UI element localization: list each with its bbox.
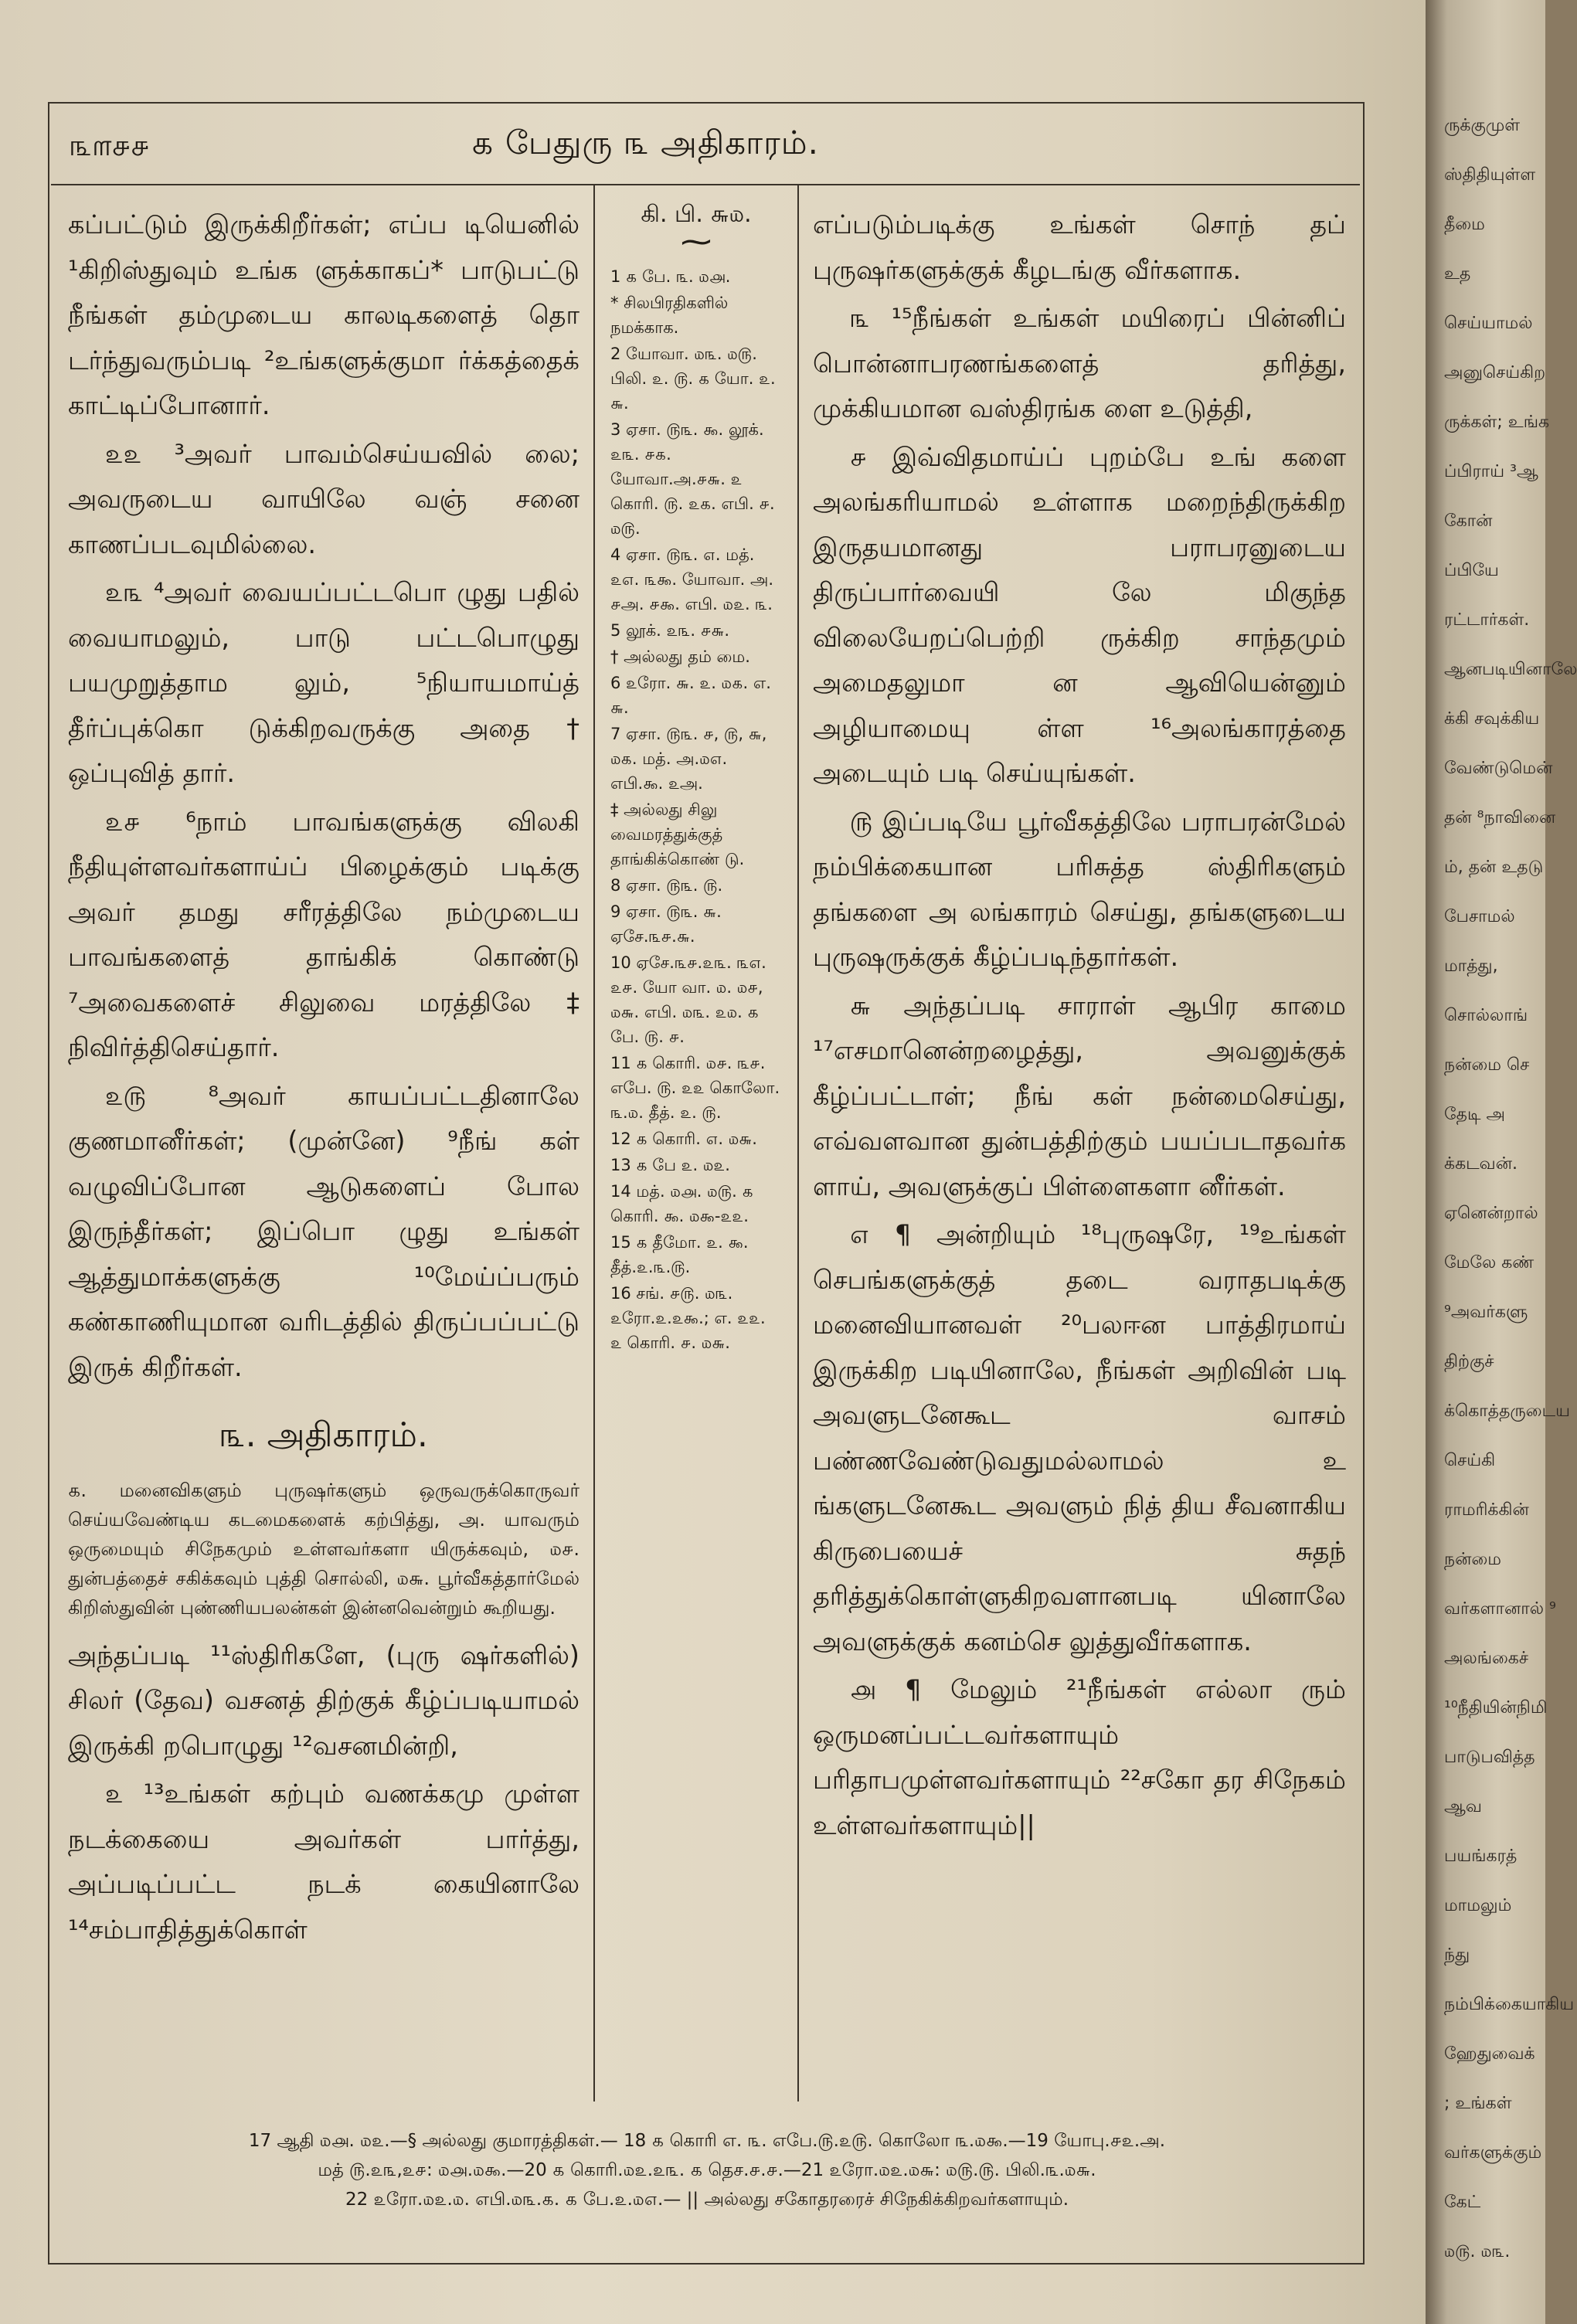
adjacent-page-fragment: தீமை	[1444, 215, 1485, 234]
adjacent-page-fragment: ஆவ	[1444, 1797, 1482, 1816]
verse-paragraph: ௭ ¶ அன்றியும் ¹⁸புருஷரே, ¹⁹உங்கள் செபங்களுக்குத் தடை வராதபடிக்கு மனைவியானவள் ²⁰பலஈன பாத்திரமாய் இருக்கிற படியினாலே, நீங்கள் அறிவின் படி அவளுடனேகூட வாசம் பண்ணவேண்டுவதுமல்லாமல் உ ங்களுடனேகூட அவளும் நித் திய சீவனாகிய கிருபையைச் சுதந் தரித்துக்கொள்ளுகிறவளானபடி யினாலே அவளுக்குக் கனம்செ லுத்துவீர்களாக.	[813, 1219, 1346, 1656]
adjacent-page-fragment: ௰௫. ௰௩.	[1444, 2242, 1511, 2261]
cross-reference-entry: 7 ஏசா. ௫௩. ௪, ௫, ௬, ௰௧. மத். அ.௰௭. எபி.௯. ௨அ.	[610, 725, 767, 793]
verse-paragraph: ௨௫ ⁸அவர் காயப்பட்டதினாலே குணமானீர்கள்; (முன்னே) ⁹நீங் கள் வழுவிப்போன ஆடுகளைப் போல இருந்தீர்கள்; இப்பொ ழுது உங்கள் ஆத்துமாக்களுக்கு ¹⁰மேய்ப்பரும் கண்காணியுமான வரிடத்தில் திருப்பப்பட்டு இருக் கிறீர்கள்.	[68, 1080, 579, 1382]
adjacent-page-fragment: ருக்கள்; உங்க	[1444, 413, 1550, 432]
adjacent-page-fragment: ¹⁰நீதியின்நிமி	[1444, 1698, 1548, 1718]
ornament-swash: ⁓	[681, 224, 712, 260]
adjacent-page-fragment: தன் ⁸நாவினை	[1444, 808, 1556, 827]
adjacent-page-fragment: தேடி அ	[1444, 1105, 1505, 1124]
adjacent-page-fragment: ; உங்கள்	[1444, 2094, 1512, 2113]
verse-paragraph: ௨௩ ⁴அவர் வையப்பட்டபொ ழுது பதில் வையாமலும், பாடு பட்டபொழுது பயமுறுத்தாம லும், ⁵நியாயமாய்த் தீர்ப்புக்கொ டுக்கிறவருக்கு அதை† ஒப்புவித் தார்.	[68, 577, 579, 788]
adjacent-page-fragment: வர்களானால் ⁹	[1444, 1599, 1556, 1619]
adjacent-page-fragment: க்கி சவுக்கிய	[1444, 709, 1540, 729]
adjacent-page-fragment: க்கொத்தருடைய	[1444, 1402, 1571, 1421]
cross-reference-entry: 3 ஏசா. ௫௩. ௯. லூக். ௨௩. ௪௧. யோவா.அ.௪௬. ௨ கொரி. ௫. ௨௧. எபி. ௪. ௰௫.	[610, 420, 775, 538]
cross-reference-entry: 13 ௧ பே ௨. ௰௨.	[610, 1156, 730, 1174]
page-number: ௩௱௪௪	[70, 128, 150, 162]
verse-paragraph: அந்தப்படி ¹¹ஸ்திரிகளே, (புரு ஷர்களில்) சிலர் (தேவ) வசனத் திற்குக் கீழ்ப்படியாமல் இருக்கி றபொழுது ¹²வசனமின்றி,	[68, 1639, 579, 1761]
adjacent-page-fragment: ப்பியே	[1444, 561, 1499, 580]
adjacent-page-fragment: கோன்	[1444, 511, 1493, 531]
adjacent-page-fragment: ம், தன் உதடு	[1444, 858, 1544, 877]
footnotes	[70, 2126, 1344, 2214]
adjacent-page-fragment: ஹேதுவைக்	[1444, 2044, 1535, 2064]
verse-paragraph: ௬ அந்தப்படி சாராள் ஆபிர காமை ¹⁷எசமானென்றழைத்து, அவனுக்குக் கீழ்ப்பட்டாள்; நீங் கள் நன்மைசெய்து, எவ்வளவான துன்பத்திற்கும் பயப்படாதவர்க ளாய், அவளுக்குப் பிள்ளைகளா னீர்கள்.	[813, 990, 1346, 1201]
adjacent-page-fragment: ஆனபடியினாலே	[1444, 660, 1577, 679]
adjacent-page-fragment: சொல்லாங்	[1444, 1006, 1528, 1025]
verse-paragraph: ௪ இவ்விதமாய்ப் புறம்பே உங் களை அலங்கரியாமல் உள்ளாக மறைந்திருக்கிற இருதயமானது பராபரனுடைய திருப்பார்வையி லே மிகுந்த விலையேறப்பெற்றி ருக்கிற சாந்தமும் அமைதலுமா ன ஆவியென்னும் அழியாமையு ள்ள ¹⁶அலங்காரத்தை அடையும் படி செய்யுங்கள்.	[813, 441, 1346, 788]
adjacent-page-fragment: பேசாமல்	[1444, 907, 1515, 926]
adjacent-page-fragment: கேட்	[1444, 2193, 1481, 2212]
verse-paragraph: ௨௪ ⁶நாம் பாவங்களுக்கு விலகி நீதியுள்ளவர்களாய்ப் பிழைக்கும் படிக்கு அவர் தமது சரீரத்திலே நம்முடைய பாவங்களைத் தாங்கிக் கொண்டு ⁷அவைகளைச் சிலுவை மரத்திலே‡ நிவிர்த்திசெய்தார்.	[68, 806, 579, 1062]
refs-list	[610, 264, 782, 1355]
verse-paragraph: ௮ ¶ மேலும் ²¹நீங்கள் எல்லா ரும் ஒருமனப்பட்டவர்களாயும் பரிதாபமுள்ளவர்களாயும் ²²சகோ தர சிநேகம் உள்ளவர்களாயும்||	[813, 1674, 1346, 1840]
chapter-summary: ௧. மனைவிகளும் புருஷர்களும் ஒருவருக்கொருவர் செய்யவேண்டிய கடமைகளைக் கற்பித்து, அ. யாவரும் ஒருமையும் சிநேகமும் உள்ளவர்களா யிருக்கவும், ௰௪. துன்பத்தைச் சகிக்கவும் புத்தி சொல்லி, ௰௬. பூர்வீகத்தார்மேல் கிறிஸ்துவின் புண்ணியபலன்கள் இன்னவென்றும் கூறியது.	[68, 1479, 579, 1619]
adjacent-page-edge	[1426, 0, 1577, 2324]
adjacent-page-fragment: ருக்குமுள்	[1444, 116, 1521, 135]
adjacent-page-fragment: ராமரிக்கின்	[1444, 1500, 1529, 1520]
column-divider-right	[797, 185, 799, 2101]
adjacent-page-fragment: ப்பிராய் ³ஆ	[1444, 462, 1538, 481]
adjacent-page-fragment: க்கடவன்.	[1444, 1154, 1518, 1174]
adjacent-page-fragment: மாமலும்	[1444, 1896, 1512, 1915]
footnote-line: மத் ௫.௨௩,௨௪: ௰௮.௰௯.—20 ௧ கொரி.௰௨.௨௩. ௧ தெச.௪.௪.—21 ௨ரோ.௰௨.௰௬: ௰௫.௫. பிலி.௩.௰௬.	[318, 2160, 1096, 2180]
cross-reference-entry: 2 யோவா. ௰௩. ௰௫. பிலி. ௨. ௫. ௧ யோ. ௨. ௬.	[610, 345, 776, 413]
cross-reference-entry: 15 ௧ தீமோ. ௨. ௯. தீத்.௨.௩.௫.	[610, 1233, 749, 1276]
cross-reference-entry: 16 சங். ௪௫. ௰௩. ௨ரோ.௨.௨௯.; எ. ௨௨. ௨ கொரி. ௪. ௰௬.	[610, 1284, 766, 1352]
verse-paragraph: கப்பட்டும் இருக்கிறீர்கள்; எப்ப டியெனில் ¹கிறிஸ்துவும் உங்க ளுக்காகப்* பாடுபட்டு நீங்கள் தம்முடைய காலடிகளைத் தொ டர்ந்துவரும்படி ²உங்களுக்குமா ர்க்கத்தைக் காட்டிப்போனார்.	[68, 209, 579, 420]
verse-paragraph: எப்படும்படிக்கு உங்கள் சொந் தப் புருஷர்களுக்குக் கீழடங்கு வீர்களாக.	[813, 209, 1346, 285]
cross-reference-entry: 10 ஏசே.௩௪.௨௩. ௩௭. ௨௪. யோ வா. ௰. ௰௪, ௰௬. எபி. ௰௩. ௨௰. ௧ பே. ௫. ௪.	[610, 953, 766, 1046]
adjacent-page-fragment: திற்குச்	[1444, 1352, 1494, 1371]
cross-reference-entry: * சிலபிரதிகளில் நமக்காக.	[610, 294, 729, 337]
adjacent-page-fragment: பாடுபவித்த	[1444, 1748, 1535, 1767]
header-rule	[51, 184, 1360, 185]
adjacent-page-fragment: பயங்கரத்	[1444, 1847, 1518, 1866]
adjacent-page-fragment: செய்கி	[1444, 1451, 1496, 1470]
footnote-line: 22 ௨ரோ.௰௨.௰. எபி.௰௩.௧. ௧ பே.௨.௰௭.— || அல்லது சகோதரரைச் சிநேகிக்கிறவர்களாயும்.	[345, 2190, 1069, 2210]
cross-reference-entry: 5 லூக். ௨௩. ௪௬.	[610, 621, 730, 640]
cross-reference-entry: 8 ஏசா. ௫௩. ௫.	[610, 876, 723, 895]
adjacent-page-fragment: ⁹அவர்களு	[1444, 1303, 1528, 1322]
right-column	[813, 202, 1346, 1851]
adjacent-page-fragment: நம்பிக்கையாகிய	[1444, 1995, 1575, 2014]
left-column	[68, 202, 579, 1955]
column-divider-left	[593, 185, 595, 2101]
adjacent-page-fragment: செய்யாமல்	[1444, 314, 1533, 333]
adjacent-page-fragment: ரட்டார்கள்.	[1444, 610, 1530, 630]
adjacent-page-fragment: மேலே கண்	[1444, 1253, 1535, 1272]
adjacent-page-fragment: வேண்டுமென்	[1444, 759, 1553, 778]
cross-reference-entry: 1 ௧ பே. ௩. ௰௮.	[610, 267, 731, 286]
verse-paragraph: ௩ ¹⁵நீங்கள் உங்கள் மயிரைப் பின்னிப் பொன்னாபரணங்களைத் தரித்து, முக்கியமான வஸ்திரங்க ளை உடுத்தி,	[813, 303, 1346, 423]
cross-reference-entry: † அல்லது தம் மை.	[610, 647, 750, 666]
adjacent-page-fragment: ந்து	[1444, 1945, 1470, 1965]
adjacent-page-fragment: நன்மை	[1444, 1550, 1501, 1569]
adjacent-page-fragment: அலங்கைச்	[1444, 1649, 1529, 1668]
cross-reference-entry: 6 ௨ரோ. ௬. ௨. ௰௧. எ. ௬.	[610, 674, 771, 717]
chapter-title: ௩. அதிகாரம்.	[219, 1415, 428, 1455]
refs-heading: கி. பி. ௬௰.	[641, 201, 752, 228]
cross-reference-column	[610, 202, 782, 1357]
adjacent-page-fragment: நன்மை செ	[1444, 1055, 1530, 1075]
cross-reference-entry: 4 ஏசா. ௫௩. ௭. மத். ௨௭. ௩௯. யோவா. அ. ௪அ. ௪௯. எபி. ௰௨. ௩.	[610, 545, 774, 613]
cross-reference-entry: 11 ௧ கொரி. ௰௪. ௩௪. எபே. ௫. ௨௨ கொலோ. ௩.௰. தீத். ௨. ௫.	[610, 1054, 780, 1122]
adjacent-page-fragment: ஏனென்றால்	[1444, 1204, 1538, 1223]
cross-reference-entry: 12 ௧ கொரி. ௭. ௰௬.	[610, 1130, 757, 1148]
footnote-line: 17 ஆதி ௰௮. ௰௨.—§ அல்லது குமாரத்திகள்.— 18 ௧ கொரி எ. ௩. எபே.௫.௨௫. கொலோ ௩.௰௯.—19 யோபு.௪௨.அ.	[248, 2131, 1166, 2151]
verse-paragraph: ௨ ¹³உங்கள் கற்பும் வணக்கமு முள்ள நடக்கையை அவர்கள் பார்த்து, அப்படிப்பட்ட நடக் கையினாலே ¹⁴சம்பாதித்துக்கொள்	[68, 1779, 579, 1945]
adjacent-page-fragment: வர்களுக்கும்	[1444, 2143, 1542, 2163]
adjacent-page-fragment: மாத்து,	[1444, 956, 1498, 976]
cross-reference-entry: ‡ அல்லது சிலு வைமரத்துக்குத் தாங்கிக்கொண் டு.	[610, 800, 745, 868]
adjacent-page-fragment: ஸ்திதியுள்ள	[1444, 165, 1536, 185]
adjacent-page-fragment: அனுசெய்கிற	[1444, 363, 1546, 382]
verse-paragraph: ௨௨ ³அவர் பாவம்செய்யவில் லை; அவருடைய வாயிலே வஞ் சனை காணப்படவுமில்லை.	[68, 438, 579, 559]
running-title: ௧ பேதுரு ௩ அதிகாரம்.	[471, 124, 819, 161]
cross-reference-entry: 14 மத். ௰௮. ௰௫. ௧ கொரி. ௯. ௰௯-௨௨.	[610, 1182, 753, 1225]
verse-paragraph: ௫ இப்படியே பூர்வீகத்திலே பராபரன்மேல் நம்பிக்கையான பரிசுத்த ஸ்திரிகளும் தங்களை அ லங்காரம் செய்து, தங்களுடைய புருஷருக்குக் கீழ்ப்படிந்தார்கள்.	[813, 806, 1346, 972]
cross-reference-entry: 9 ஏசா. ௫௩. ௬. ஏசே.௩௪.௬.	[610, 902, 722, 946]
page-header	[70, 124, 1352, 170]
adjacent-page-fragment: உத	[1444, 264, 1471, 284]
